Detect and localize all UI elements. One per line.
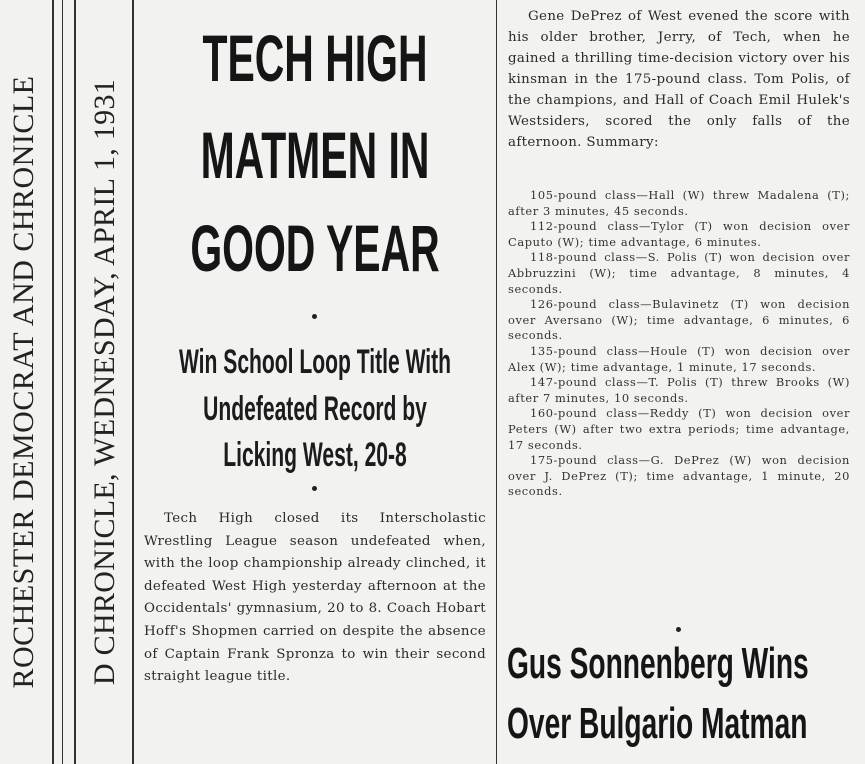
article-paragraph: Gene DePrez of West evened the score with his older brother, Jerry, of Tech, when he gained a thrilling time-decision victory over his kinsman in the 175-pound class. Tom Polis, of the champions, and Hall of Coach Emil Hulek's Westsiders, scored the only falls of the afternoon. Summary: [508, 9, 850, 150]
subhead-line-1: Win School Loop Title With [178, 343, 452, 381]
separator-dot [676, 627, 681, 632]
summary-item: 105-pound class—Hall (W) threw Madalena (T); after 3 minutes, 45 seconds. [508, 188, 850, 218]
column-rule [132, 0, 134, 764]
article-tech-high-matmen [140, 0, 490, 764]
headline-sonnenberg-line-2: Over Bulgario Matman [507, 699, 808, 748]
masthead-dateline: D CHRONICLE, WEDNESDAY, APRIL 1, 1931 [88, 78, 121, 686]
separator-dot [312, 486, 317, 491]
summary-item: 175-pound class—G. DePrez (W) won decision over J. DePrez (T); time advantage, 1 minute, 20 seconds. [508, 453, 850, 499]
subhead-line-3: Licking West, 20-8 [223, 436, 407, 474]
column-rule [52, 0, 54, 764]
masthead-dateline-strip [82, 0, 128, 764]
headline-line-2: MATMEN IN [200, 118, 430, 192]
summary-item: 160-pound class—Reddy (T) won decision over Peters (W) after two extra periods; time advantage, 17 seconds. [508, 406, 850, 452]
summary-item: 112-pound class—Tylor (T) won decision over Caputo (W); time advantage, 6 minutes. [508, 219, 850, 249]
column-rule [74, 0, 76, 764]
separator-dot [312, 314, 317, 319]
column-rule [62, 0, 63, 764]
summary-item: 147-pound class—T. Polis (T) threw Brooks (W) after 7 minutes, 10 seconds. [508, 375, 850, 405]
match-summary [508, 188, 850, 500]
headline-line-3: GOOD YEAR [190, 211, 440, 285]
summary-item: 135-pound class—Houle (T) won decision over Alex (W); time advantage, 1 minute, 17 seconds. [508, 343, 850, 374]
masthead-paper-name: ROCHESTER DEMOCRAT AND CHRONICLE [7, 75, 40, 689]
summary-item: 118-pound class—S. Polis (T) won decision over Abbruzzini (W); time advantage, 8 minutes, 4 seconds. [508, 250, 850, 296]
subhead-line-2: Undefeated Record by [203, 390, 427, 428]
masthead-paper-strip [0, 0, 48, 764]
article-continuation-column [504, 0, 856, 764]
summary-item: 126-pound class—Bulavinetz (T) won decision over Aversano (W); time advantage, 6 minutes, 6 seconds. [508, 297, 850, 343]
article-paragraph: Tech High closed its Interscholastic Wrestling League season undefeated when, with the loop championship already clinched, it defeated West High yesterday afternoon at the Occidentals' gymnasium, 20 to 8. Coach Hobart Hoff's Shopmen carried on despite the absence of Captain Frank Spronza to win their second straight league title. [144, 511, 486, 685]
article-body-continued [508, 6, 850, 153]
headline-sonnenberg-line-1: Gus Sonnenberg Wins [507, 639, 809, 688]
article-body [144, 508, 486, 689]
headline-line-1: TECH HIGH [202, 21, 428, 95]
column-rule [496, 0, 497, 764]
